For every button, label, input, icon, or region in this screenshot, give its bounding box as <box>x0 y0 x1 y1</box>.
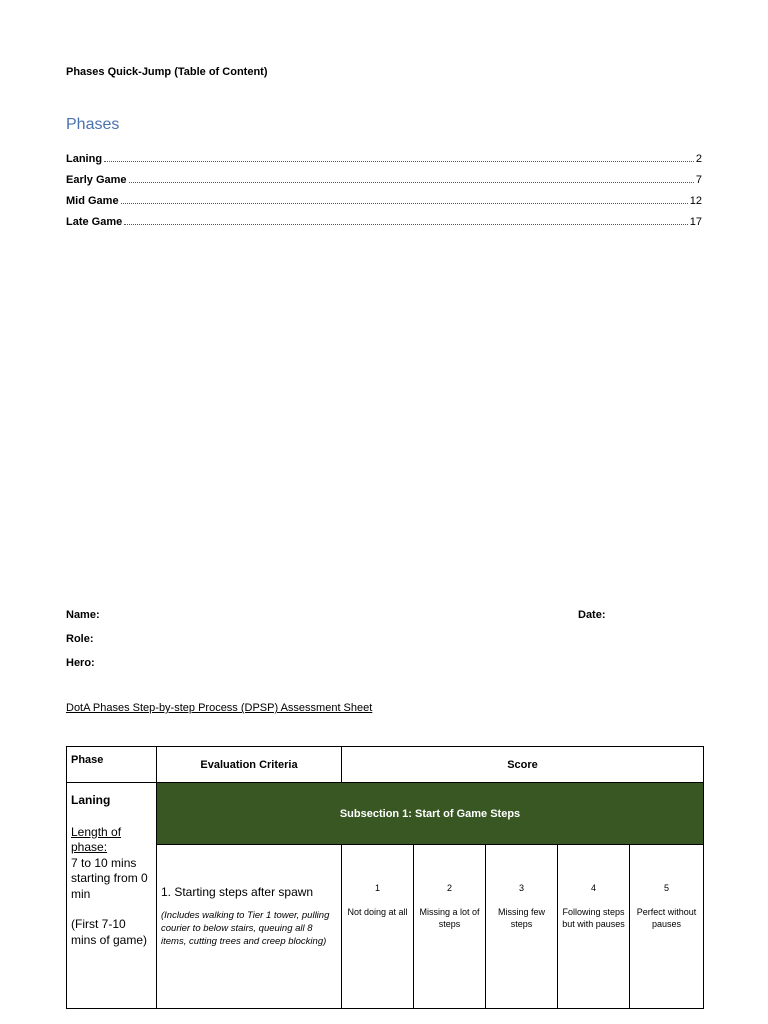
header-evaluation-criteria: Evaluation Criteria <box>157 747 342 783</box>
toc-entry-late-game[interactable] <box>66 212 702 228</box>
toc-entry-early-game[interactable] <box>66 170 702 186</box>
phases-section-title: Phases <box>66 116 120 133</box>
score-option-4[interactable] <box>558 845 630 1009</box>
score-number: 2 <box>446 883 452 893</box>
toc-entry-label: Laning <box>66 153 103 165</box>
score-option-2[interactable] <box>414 845 486 1009</box>
toc-entry-laning[interactable] <box>66 149 702 165</box>
criterion-cell <box>157 845 342 1009</box>
subsection-banner: Subsection 1: Start of Game Steps <box>157 783 704 845</box>
toc-entry-page: 17 <box>689 216 702 228</box>
score-description: Missing a lot of steps <box>419 907 480 929</box>
table-header-row <box>67 747 704 783</box>
toc-dot-leader <box>104 161 694 162</box>
toc-heading: Phases Quick-Jump (Table of Content) <box>66 66 268 78</box>
phase-cell <box>67 783 157 1009</box>
phase-length-note: (First 7-10 mins of game) <box>71 917 148 947</box>
hero-label: Hero: <box>66 657 95 669</box>
score-description: Perfect without pauses <box>636 907 697 929</box>
toc-entry-page: 7 <box>695 174 702 186</box>
header-phase: Phase <box>67 747 157 783</box>
assessment-sheet-title: DotA Phases Step-by-step Process (DPSP) Assessment Sheet <box>66 702 373 714</box>
toc-entry-label: Mid Game <box>66 195 119 207</box>
criterion-note: (Includes walking to Tier 1 tower, pulling courier to below stairs, queuing all 8 items, cutting trees and creep blocking) <box>161 910 330 947</box>
score-number: 1 <box>374 883 380 893</box>
date-label: Date: <box>578 609 606 621</box>
score-option-3[interactable] <box>486 845 558 1009</box>
toc-entry-page: 2 <box>695 153 702 165</box>
toc-entry-label: Late Game <box>66 216 123 228</box>
assessment-table <box>66 746 704 1009</box>
toc-dot-leader <box>124 224 688 225</box>
toc-dot-leader <box>121 203 688 204</box>
criterion-title: 1. Starting steps after spawn <box>161 885 314 899</box>
score-description: Not doing at all <box>347 907 408 917</box>
toc-entry-mid-game[interactable] <box>66 191 702 207</box>
score-option-5[interactable] <box>630 845 704 1009</box>
criterion-row <box>67 845 704 1009</box>
toc-entry-label: Early Game <box>66 174 127 186</box>
score-description: Following steps but with pauses <box>562 907 625 929</box>
header-score: Score <box>342 747 704 783</box>
role-label: Role: <box>66 633 94 645</box>
phase-length-value: 7 to 10 mins starting from 0 min <box>71 855 148 901</box>
score-number: 4 <box>590 883 596 893</box>
phase-length-label: Length of phase: <box>71 824 122 854</box>
score-number: 3 <box>518 883 524 893</box>
name-label: Name: <box>66 609 100 621</box>
toc-dot-leader <box>129 182 694 183</box>
subsection-row <box>67 783 704 845</box>
score-option-1[interactable] <box>342 845 414 1009</box>
score-number: 5 <box>664 883 670 893</box>
phase-name: Laning <box>71 793 111 807</box>
score-description: Missing few steps <box>497 907 545 929</box>
toc-entry-page: 12 <box>689 195 702 207</box>
